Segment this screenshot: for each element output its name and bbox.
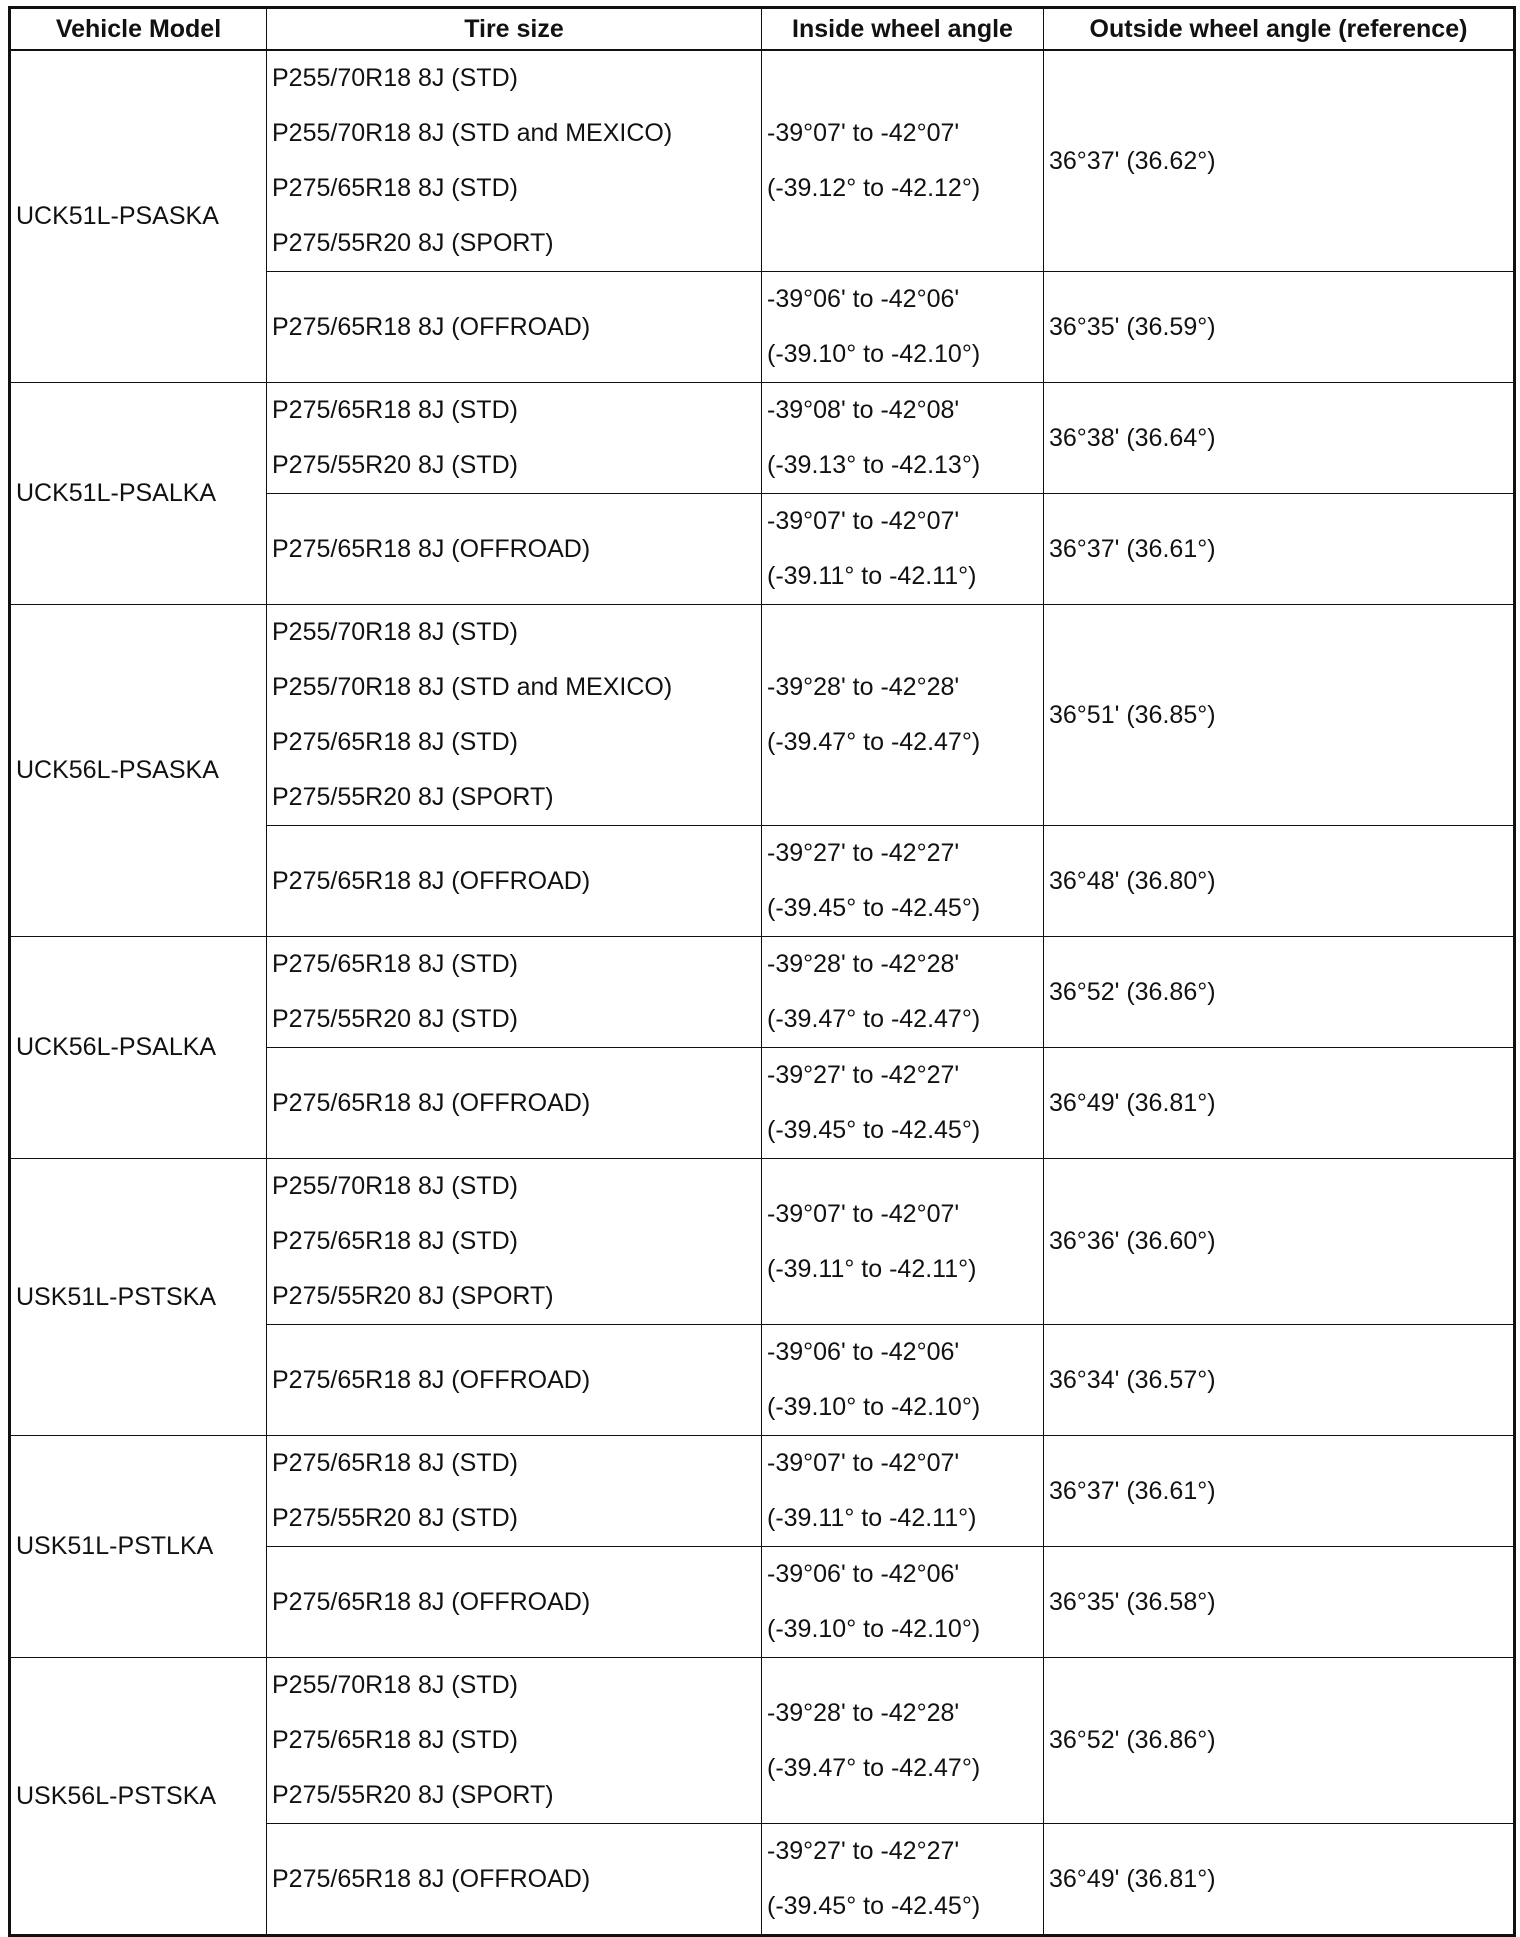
tire-size-value: P255/70R18 8J (STD and MEXICO) bbox=[272, 119, 673, 147]
tire-size-value: P275/65R18 8J (OFFROAD) bbox=[272, 1587, 591, 1616]
outside-wheel-angle-cell: 36°38' (36.64°) bbox=[1044, 383, 1515, 494]
tire-size-value: P275/65R18 8J (STD) bbox=[272, 950, 518, 978]
inside-wheel-angle-cell bbox=[762, 383, 1044, 494]
tire-size-value: P275/55R20 8J (STD) bbox=[272, 451, 518, 479]
vehicle-model-cell: UCK56L-PSASKA bbox=[10, 605, 267, 937]
table-row bbox=[10, 937, 1515, 1048]
inside-wheel-angle-value: -39°27' to -42°27' bbox=[767, 839, 960, 867]
header-row bbox=[10, 8, 1515, 51]
inside-wheel-angle-value: -39°27' to -42°27' bbox=[767, 1837, 960, 1865]
table-row bbox=[10, 1159, 1515, 1325]
header-tire-size: Tire size bbox=[267, 8, 762, 51]
inside-wheel-angle-value: -39°07' to -42°07' bbox=[767, 507, 960, 535]
tire-size-value: P275/65R18 8J (OFFROAD) bbox=[272, 1088, 591, 1117]
inside-wheel-angle-cell bbox=[762, 826, 1044, 937]
tire-size-value: P275/65R18 8J (STD) bbox=[272, 174, 518, 202]
vehicle-model-cell: UCK51L-PSALKA bbox=[10, 383, 267, 605]
tire-size-value: P275/55R20 8J (SPORT) bbox=[272, 229, 554, 257]
tire-size-value: P255/70R18 8J (STD) bbox=[272, 618, 518, 646]
outside-wheel-angle-cell: 36°36' (36.60°) bbox=[1044, 1159, 1515, 1325]
outside-wheel-angle-cell: 36°49' (36.81°) bbox=[1044, 1824, 1515, 1936]
outside-wheel-angle-cell: 36°52' (36.86°) bbox=[1044, 937, 1515, 1048]
tire-size-value: P275/55R20 8J (SPORT) bbox=[272, 1781, 554, 1809]
vehicle-model-cell: USK51L-PSTSKA bbox=[10, 1159, 267, 1436]
inside-wheel-angle-value: -39°06' to -42°06' bbox=[767, 285, 960, 313]
inside-wheel-angle-cell bbox=[762, 494, 1044, 605]
inside-wheel-angle-value: (-39.10° to -42.10°) bbox=[767, 1393, 981, 1421]
table-row bbox=[10, 1436, 1515, 1547]
inside-wheel-angle-value: (-39.12° to -42.12°) bbox=[767, 174, 981, 202]
inside-wheel-angle-value: -39°07' to -42°07' bbox=[767, 1449, 960, 1477]
tire-size-cell bbox=[267, 50, 762, 272]
vehicle-model-cell: USK51L-PSTLKA bbox=[10, 1436, 267, 1658]
tire-size-cell bbox=[267, 383, 762, 494]
tire-size-cell bbox=[267, 272, 762, 383]
inside-wheel-angle-value: -39°07' to -42°07' bbox=[767, 119, 960, 147]
outside-wheel-angle-cell: 36°51' (36.85°) bbox=[1044, 605, 1515, 826]
inside-wheel-angle-cell bbox=[762, 272, 1044, 383]
outside-wheel-angle-cell: 36°35' (36.59°) bbox=[1044, 272, 1515, 383]
tire-size-cell bbox=[267, 1824, 762, 1936]
tire-size-value: P275/55R20 8J (SPORT) bbox=[272, 1282, 554, 1310]
outside-wheel-angle-cell: 36°37' (36.61°) bbox=[1044, 494, 1515, 605]
tire-size-value: P275/65R18 8J (OFFROAD) bbox=[272, 866, 591, 895]
inside-wheel-angle-value: (-39.11° to -42.11°) bbox=[767, 1254, 977, 1283]
outside-wheel-angle-cell: 36°52' (36.86°) bbox=[1044, 1658, 1515, 1824]
tire-size-cell bbox=[267, 494, 762, 605]
table-body bbox=[10, 50, 1515, 1936]
outside-wheel-angle-cell: 36°49' (36.81°) bbox=[1044, 1048, 1515, 1159]
table-row bbox=[10, 1658, 1515, 1824]
tire-size-value: P275/65R18 8J (OFFROAD) bbox=[272, 1864, 591, 1893]
header-vehicle-model: Vehicle Model bbox=[10, 8, 267, 51]
inside-wheel-angle-cell bbox=[762, 1436, 1044, 1547]
outside-wheel-angle-cell: 36°48' (36.80°) bbox=[1044, 826, 1515, 937]
tire-size-value: P275/65R18 8J (STD) bbox=[272, 728, 518, 756]
inside-wheel-angle-value: (-39.45° to -42.45°) bbox=[767, 1892, 981, 1920]
inside-wheel-angle-value: -39°08' to -42°08' bbox=[767, 396, 960, 424]
tire-size-cell bbox=[267, 1325, 762, 1436]
inside-wheel-angle-value: (-39.13° to -42.13°) bbox=[767, 451, 981, 479]
inside-wheel-angle-value: -39°28' to -42°28' bbox=[767, 673, 960, 701]
inside-wheel-angle-cell bbox=[762, 1048, 1044, 1159]
inside-wheel-angle-cell bbox=[762, 1658, 1044, 1824]
inside-wheel-angle-value: (-39.10° to -42.10°) bbox=[767, 1615, 981, 1643]
tire-size-value: P255/70R18 8J (STD) bbox=[272, 1671, 518, 1699]
vehicle-model-cell: UCK56L-PSALKA bbox=[10, 937, 267, 1159]
wheel-angle-table bbox=[8, 6, 1516, 1937]
vehicle-model-cell: USK56L-PSTSKA bbox=[10, 1658, 267, 1936]
vehicle-model-cell: UCK51L-PSASKA bbox=[10, 50, 267, 383]
inside-wheel-angle-value: -39°07' to -42°07' bbox=[767, 1199, 960, 1228]
outside-wheel-angle-cell: 36°37' (36.62°) bbox=[1044, 50, 1515, 272]
tire-size-cell bbox=[267, 1547, 762, 1658]
inside-wheel-angle-value: (-39.47° to -42.47°) bbox=[767, 1005, 981, 1033]
tire-size-value: P275/65R18 8J (STD) bbox=[272, 396, 518, 424]
tire-size-value: P255/70R18 8J (STD) bbox=[272, 64, 518, 92]
inside-wheel-angle-value: -39°06' to -42°06' bbox=[767, 1338, 960, 1366]
inside-wheel-angle-cell bbox=[762, 50, 1044, 272]
inside-wheel-angle-value: -39°28' to -42°28' bbox=[767, 1698, 960, 1727]
outside-wheel-angle-cell: 36°37' (36.61°) bbox=[1044, 1436, 1515, 1547]
table-row bbox=[10, 383, 1515, 494]
tire-size-cell bbox=[267, 1159, 762, 1325]
outside-wheel-angle-cell: 36°35' (36.58°) bbox=[1044, 1547, 1515, 1658]
table-row bbox=[10, 50, 1515, 272]
tire-size-value: P275/65R18 8J (OFFROAD) bbox=[272, 312, 591, 341]
inside-wheel-angle-cell bbox=[762, 937, 1044, 1048]
inside-wheel-angle-value: (-39.11° to -42.11°) bbox=[767, 1504, 977, 1532]
tire-size-value: P275/65R18 8J (STD) bbox=[272, 1449, 518, 1477]
tire-size-value: P275/65R18 8J (OFFROAD) bbox=[272, 1365, 591, 1394]
inside-wheel-angle-value: (-39.10° to -42.10°) bbox=[767, 340, 981, 368]
outside-wheel-angle-cell: 36°34' (36.57°) bbox=[1044, 1325, 1515, 1436]
tire-size-cell bbox=[267, 826, 762, 937]
inside-wheel-angle-value: -39°27' to -42°27' bbox=[767, 1061, 960, 1089]
tire-size-value: P275/55R20 8J (SPORT) bbox=[272, 783, 554, 811]
tire-size-value: P275/65R18 8J (OFFROAD) bbox=[272, 534, 591, 563]
inside-wheel-angle-value: (-39.11° to -42.11°) bbox=[767, 562, 977, 590]
tire-size-value: P255/70R18 8J (STD and MEXICO) bbox=[272, 673, 673, 701]
inside-wheel-angle-cell bbox=[762, 605, 1044, 826]
tire-size-cell bbox=[267, 605, 762, 826]
table-row bbox=[10, 605, 1515, 826]
tire-size-value: P275/65R18 8J (STD) bbox=[272, 1227, 518, 1255]
header-outside-wheel-angle: Outside wheel angle (reference) bbox=[1044, 8, 1515, 51]
inside-wheel-angle-value: (-39.45° to -42.45°) bbox=[767, 894, 981, 922]
inside-wheel-angle-value: -39°06' to -42°06' bbox=[767, 1560, 960, 1588]
header-inside-wheel-angle: Inside wheel angle bbox=[762, 8, 1044, 51]
tire-size-cell bbox=[267, 1658, 762, 1824]
tire-size-cell bbox=[267, 937, 762, 1048]
tire-size-value: P255/70R18 8J (STD) bbox=[272, 1172, 518, 1200]
inside-wheel-angle-value: -39°28' to -42°28' bbox=[767, 950, 960, 978]
table-header bbox=[10, 8, 1515, 51]
tire-size-value: P275/55R20 8J (STD) bbox=[272, 1005, 518, 1033]
inside-wheel-angle-cell bbox=[762, 1824, 1044, 1936]
tire-size-cell bbox=[267, 1048, 762, 1159]
inside-wheel-angle-cell bbox=[762, 1547, 1044, 1658]
tire-size-value: P275/65R18 8J (STD) bbox=[272, 1726, 518, 1754]
inside-wheel-angle-value: (-39.47° to -42.47°) bbox=[767, 728, 981, 756]
inside-wheel-angle-cell bbox=[762, 1325, 1044, 1436]
tire-size-value: P275/55R20 8J (STD) bbox=[272, 1504, 518, 1532]
inside-wheel-angle-value: (-39.45° to -42.45°) bbox=[767, 1116, 981, 1144]
inside-wheel-angle-cell bbox=[762, 1159, 1044, 1325]
tire-size-cell bbox=[267, 1436, 762, 1547]
inside-wheel-angle-value: (-39.47° to -42.47°) bbox=[767, 1753, 981, 1782]
